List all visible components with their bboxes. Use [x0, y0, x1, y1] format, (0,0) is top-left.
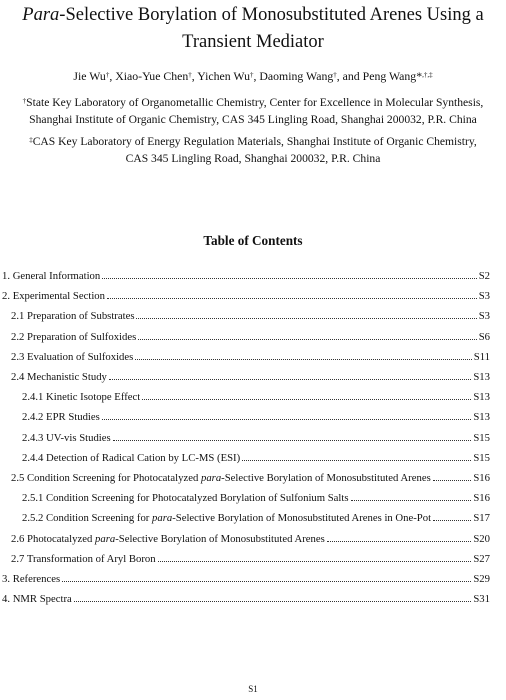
toc-entry-label: 2.5.2 Condition Screening for para-Selective Borylation of Monosubstituted Arenes in One-Pot	[22, 512, 432, 525]
author-separator: ,	[109, 69, 116, 83]
toc-entry-page: S15	[473, 431, 490, 444]
toc-entry[interactable]	[11, 329, 490, 345]
author-name: Xiao-Yue Chen	[115, 69, 189, 83]
author-name: Peng Wang*	[362, 69, 423, 83]
affiliation-mark: †	[22, 97, 27, 105]
paper-title	[0, 0, 506, 56]
toc-entry[interactable]	[2, 591, 490, 607]
author-affiliation-mark: ,†,‡	[422, 71, 433, 79]
toc-heading: Table of Contents	[203, 233, 303, 248]
toc-entry-label: 1. General Information	[2, 270, 101, 282]
toc-entry-page: S11	[473, 350, 490, 363]
toc-entry[interactable]	[11, 470, 490, 486]
toc-leader-dots	[158, 551, 472, 562]
toc-entry-label: 2.3 Evaluation of Sulfoxides	[11, 350, 134, 363]
toc-entry-page: S13	[473, 411, 490, 424]
toc-entry[interactable]	[22, 430, 490, 446]
toc-entry-label: 3. References	[2, 573, 61, 585]
author-separator: ,	[253, 69, 260, 83]
toc-entry-page: S17	[473, 512, 490, 525]
toc-leader-dots	[113, 430, 472, 441]
toc-leader-dots	[433, 510, 471, 521]
toc-leader-dots	[102, 268, 476, 279]
toc-entry[interactable]	[2, 268, 490, 284]
title-line2: Transient Mediator	[182, 32, 324, 52]
author-name: Yichen Wu	[197, 69, 250, 83]
author-name: Jie Wu	[73, 69, 106, 83]
author-affiliation-mark: †	[333, 71, 337, 79]
author-list	[0, 68, 506, 84]
toc-leader-dots	[102, 409, 472, 420]
toc-entry-page: S31	[473, 593, 490, 606]
toc-leader-dots	[62, 571, 471, 582]
toc-entry-page: S29	[473, 573, 490, 585]
affiliation-line: CAS Key Laboratory of Energy Regulation Materials, Shanghai Institute of Organic Chemistry,	[32, 135, 477, 148]
page-number: S1	[248, 684, 258, 694]
toc-leader-dots	[136, 308, 476, 319]
affiliation-line: CAS 345 Lingling Road, Shanghai 200032, P.R. China	[125, 152, 381, 165]
toc-entry-page: S3	[478, 290, 490, 303]
author-affiliation-mark: †	[249, 71, 254, 79]
toc-entry[interactable]	[11, 551, 490, 567]
toc-entry-label: 2.4.2 EPR Studies	[22, 411, 100, 424]
toc-entry-label: 2.4 Mechanistic Study	[11, 371, 107, 383]
toc-entry-label: 2.1 Preparation of Substrates	[11, 310, 135, 323]
affiliation-1	[0, 94, 506, 128]
toc-leader-dots	[242, 450, 471, 461]
toc-entry-label: 2.4.1 Kinetic Isotope Effect	[22, 391, 141, 404]
toc-leader-dots	[351, 490, 472, 501]
toc-entry-label: 4. NMR Spectra	[2, 593, 72, 606]
affiliation-2	[0, 133, 506, 167]
title-italic-prefix: Para	[22, 5, 60, 25]
toc-entry-page: S13	[473, 391, 490, 404]
affiliation-line: Shanghai Institute of Organic Chemistry, CAS 345 Lingling Road, Shanghai 200032, P.R. China	[29, 113, 477, 126]
toc-entry-label: 2.7 Transformation of Aryl Boron	[11, 552, 156, 565]
toc-leader-dots	[107, 288, 477, 299]
toc-leader-dots	[433, 470, 472, 481]
toc-entry-page: S20	[473, 532, 490, 545]
toc-entry-page: S2	[478, 270, 490, 282]
toc-entry-label: 2.5.1 Condition Screening for Photocatalyzed Borylation of Sulfonium Salts	[22, 492, 349, 505]
toc-entry[interactable]	[11, 531, 490, 547]
affiliation-line: State Key Laboratory of Organometallic Chemistry, Center for Excellence in Molecular Synthesis,	[26, 96, 484, 109]
toc-entry-label: 2.6 Photocatalyzed para-Selective Borylation of Monosubstituted Arenes	[11, 532, 325, 545]
toc-entry[interactable]	[11, 308, 490, 324]
author-affiliation-mark: †	[105, 71, 110, 79]
toc-entry-page: S16	[473, 492, 490, 505]
toc-entry[interactable]	[22, 510, 490, 526]
title-line1: -Selective Borylation of Monosubstituted Arenes Using a	[59, 5, 484, 25]
author-separator: ,	[191, 69, 198, 83]
toc-entry[interactable]	[2, 571, 490, 587]
toc-entry[interactable]	[22, 409, 490, 425]
toc-entry-page: S3	[478, 310, 490, 323]
toc-entry-page: S16	[473, 472, 490, 484]
toc-entry[interactable]	[11, 369, 490, 385]
toc-entry-label: 2.4.4 Detection of Radical Cation by LC-MS (ESI)	[22, 451, 241, 464]
toc-entry-label: 2. Experimental Section	[2, 290, 105, 303]
toc-entry[interactable]	[11, 349, 490, 365]
author-affiliation-mark: †	[188, 71, 192, 79]
toc-entry[interactable]	[2, 288, 490, 304]
toc-entry-page: S15	[473, 451, 490, 464]
toc-leader-dots	[109, 369, 471, 380]
toc-leader-dots	[142, 389, 471, 400]
toc-entry-page: S6	[478, 330, 490, 343]
toc-entry-label: 2.2 Preparation of Sulfoxides	[11, 330, 137, 343]
author-separator: , and	[336, 69, 363, 83]
toc-entry-label: 2.5 Condition Screening for Photocatalyzed para-Selective Borylation of Monosubstituted Arenes	[11, 472, 431, 484]
toc-leader-dots	[138, 329, 476, 340]
toc-entry-page: S13	[473, 371, 490, 383]
toc-leader-dots	[327, 531, 472, 542]
toc-leader-dots	[74, 591, 472, 602]
toc-entry-page: S27	[473, 552, 490, 565]
author-name: Daoming Wang	[259, 69, 334, 83]
affiliation-mark: ‡	[29, 136, 33, 144]
toc-entry[interactable]	[22, 450, 490, 466]
toc-entry-label: 2.4.3 UV-vis Studies	[22, 431, 111, 444]
toc-leader-dots	[135, 349, 471, 360]
toc-entry[interactable]	[22, 490, 490, 506]
toc-entry[interactable]	[22, 389, 490, 405]
